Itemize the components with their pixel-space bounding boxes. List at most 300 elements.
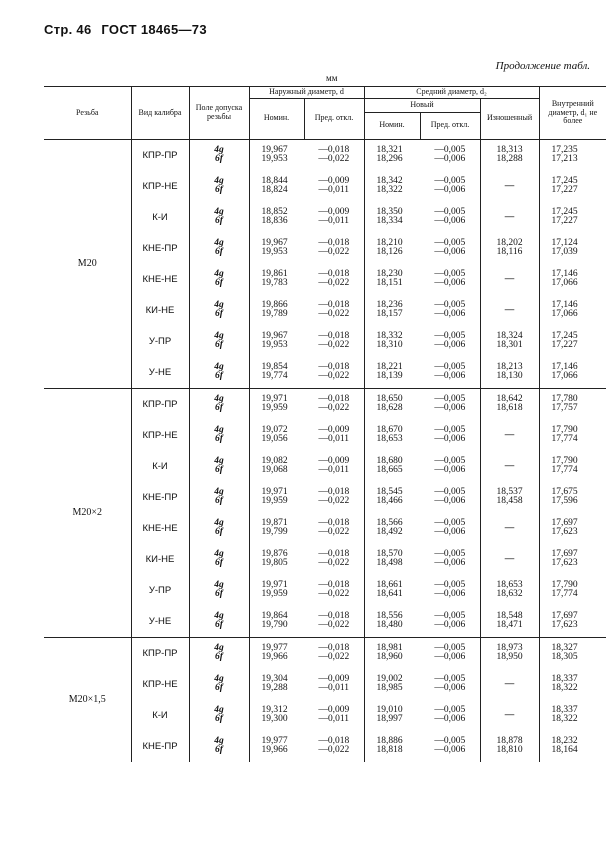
pitch-worn-value: — bbox=[504, 522, 515, 533]
outer-nominal bbox=[249, 606, 304, 638]
pitch-nominal-value: 18,960 bbox=[376, 652, 403, 663]
inner-diameter-value: 17,235 bbox=[551, 145, 578, 156]
tolerance-field bbox=[189, 544, 249, 575]
tolerance-field-value: 4g bbox=[214, 238, 224, 249]
pitch-nominal-value: 18,566 bbox=[376, 518, 403, 529]
pitch-nominal-value: 18,818 bbox=[376, 745, 403, 756]
tolerance-field-value: 6f bbox=[215, 683, 223, 694]
inner-diameter-value: 18,164 bbox=[551, 745, 578, 756]
outer-deviation-value: —0,009 bbox=[318, 425, 350, 436]
col-outer-nominal: Номин. bbox=[249, 98, 304, 139]
outer-nominal bbox=[249, 637, 304, 669]
outer-nominal-value: 19,783 bbox=[261, 278, 288, 289]
pitch-deviation bbox=[420, 513, 480, 544]
pitch-deviation-value: —0,005 bbox=[434, 425, 466, 436]
page-number: Стр. 46 bbox=[44, 22, 92, 37]
outer-deviation-value: —0,018 bbox=[318, 549, 350, 560]
pitch-worn bbox=[480, 388, 539, 420]
outer-nominal bbox=[249, 202, 304, 233]
pitch-worn bbox=[480, 700, 539, 731]
pitch-nominal bbox=[364, 700, 420, 731]
thread-group bbox=[44, 139, 606, 388]
outer-deviation-value: —0,022 bbox=[318, 247, 350, 258]
inner-diameter-value: 17,774 bbox=[551, 589, 578, 600]
pitch-worn-value: 18,642 bbox=[496, 394, 523, 405]
pitch-deviation bbox=[420, 202, 480, 233]
gauge-type bbox=[131, 139, 189, 171]
inner-diameter-value: 18,337 bbox=[551, 674, 578, 685]
gauge-type-label: КНЕ-НЕ bbox=[142, 273, 178, 285]
gauge-type-label: КПР-ПР bbox=[142, 647, 178, 659]
page-header bbox=[44, 22, 213, 37]
col-pitch-diameter: Средний диаметр, d₂ bbox=[364, 87, 539, 99]
pitch-worn-value: 18,313 bbox=[496, 145, 523, 156]
pitch-deviation bbox=[420, 326, 480, 357]
pitch-deviation-value: —0,005 bbox=[434, 580, 466, 591]
outer-deviation-value: —0,009 bbox=[318, 176, 350, 187]
pitch-worn-value: 18,458 bbox=[496, 496, 523, 507]
pitch-worn bbox=[480, 637, 539, 669]
inner-diameter bbox=[539, 669, 606, 700]
inner-diameter-value: 17,213 bbox=[551, 154, 578, 165]
outer-nominal-value: 19,866 bbox=[261, 300, 288, 311]
gauge-type-label: К-И bbox=[152, 709, 168, 721]
outer-deviation bbox=[304, 544, 364, 575]
inner-diameter bbox=[539, 637, 606, 669]
gauge-type bbox=[131, 575, 189, 606]
inner-diameter-value: 17,623 bbox=[551, 620, 578, 631]
pitch-nominal-value: 18,492 bbox=[376, 527, 403, 538]
pitch-worn-value: 18,130 bbox=[496, 371, 523, 382]
thread-group bbox=[44, 637, 606, 762]
pitch-deviation bbox=[420, 420, 480, 451]
pitch-worn bbox=[480, 326, 539, 357]
pitch-deviation bbox=[420, 575, 480, 606]
inner-diameter-value: 17,757 bbox=[551, 403, 578, 414]
tolerance-field bbox=[189, 233, 249, 264]
inner-diameter-value: 17,780 bbox=[551, 394, 578, 405]
outer-nominal-value: 19,805 bbox=[261, 558, 288, 569]
pitch-worn bbox=[480, 233, 539, 264]
outer-nominal-value: 19,959 bbox=[261, 589, 288, 600]
pitch-nominal bbox=[364, 139, 420, 171]
outer-deviation-value: —0,022 bbox=[318, 620, 350, 631]
pitch-nominal bbox=[364, 420, 420, 451]
pitch-deviation-value: —0,006 bbox=[434, 652, 466, 663]
pitch-deviation-value: —0,005 bbox=[434, 518, 466, 529]
continuation-note: Продолжение табл. bbox=[495, 60, 590, 72]
outer-deviation-value: —0,022 bbox=[318, 496, 350, 507]
outer-nominal-value: 19,959 bbox=[261, 403, 288, 414]
outer-deviation bbox=[304, 420, 364, 451]
tolerance-field-value: 4g bbox=[214, 487, 224, 498]
outer-nominal bbox=[249, 388, 304, 420]
inner-diameter-value: 17,623 bbox=[551, 527, 578, 538]
gauge-type-label: У-НЕ bbox=[148, 615, 172, 627]
tolerance-field-value: 4g bbox=[214, 362, 224, 373]
gauge-type bbox=[131, 388, 189, 420]
outer-nominal bbox=[249, 451, 304, 482]
outer-nominal-value: 19,953 bbox=[261, 154, 288, 165]
tolerance-field-value: 4g bbox=[214, 300, 224, 311]
pitch-nominal-value: 18,230 bbox=[376, 269, 403, 280]
outer-nominal-value: 19,082 bbox=[261, 456, 288, 467]
pitch-worn-value: 18,810 bbox=[496, 745, 523, 756]
pitch-nominal-value: 18,480 bbox=[376, 620, 403, 631]
outer-nominal-value: 19,312 bbox=[261, 705, 288, 716]
outer-deviation-value: —0,022 bbox=[318, 589, 350, 600]
tolerance-field bbox=[189, 513, 249, 544]
tolerance-field-value: 6f bbox=[215, 714, 223, 725]
pitch-nominal-value: 18,310 bbox=[376, 340, 403, 351]
inner-diameter-value: 17,146 bbox=[551, 362, 578, 373]
pitch-worn-value: — bbox=[504, 273, 515, 284]
outer-deviation-value: —0,011 bbox=[318, 434, 350, 445]
pitch-deviation-value: —0,005 bbox=[434, 549, 466, 560]
table-row bbox=[44, 139, 606, 171]
pitch-deviation-value: —0,005 bbox=[434, 736, 466, 747]
pitch-deviation-value: —0,005 bbox=[434, 643, 466, 654]
inner-diameter-value: 17,623 bbox=[551, 558, 578, 569]
tolerance-field-value: 6f bbox=[215, 465, 223, 476]
tolerance-field-value: 6f bbox=[215, 309, 223, 320]
outer-deviation-value: —0,009 bbox=[318, 207, 350, 218]
outer-deviation bbox=[304, 731, 364, 762]
inner-diameter-value: 17,774 bbox=[551, 434, 578, 445]
pitch-worn bbox=[480, 295, 539, 326]
inner-diameter bbox=[539, 326, 606, 357]
pitch-deviation-value: —0,006 bbox=[434, 309, 466, 320]
inner-diameter-value: 17,227 bbox=[551, 185, 578, 196]
pitch-deviation-value: —0,005 bbox=[434, 145, 466, 156]
pitch-deviation bbox=[420, 669, 480, 700]
pitch-worn bbox=[480, 139, 539, 171]
outer-nominal bbox=[249, 233, 304, 264]
pitch-nominal bbox=[364, 264, 420, 295]
gauge-type-label: КПР-ПР bbox=[142, 398, 178, 410]
inner-diameter bbox=[539, 295, 606, 326]
outer-nominal-value: 19,953 bbox=[261, 340, 288, 351]
outer-deviation-value: —0,018 bbox=[318, 394, 350, 405]
outer-nominal-value: 19,876 bbox=[261, 549, 288, 560]
gauge-type-label: У-НЕ bbox=[148, 366, 172, 378]
pitch-deviation-value: —0,006 bbox=[434, 434, 466, 445]
pitch-deviation bbox=[420, 357, 480, 389]
pitch-worn-value: 18,324 bbox=[496, 331, 523, 342]
outer-nominal bbox=[249, 544, 304, 575]
table-row bbox=[44, 388, 606, 420]
inner-diameter-value: 18,322 bbox=[551, 714, 578, 725]
outer-nominal-value: 19,967 bbox=[261, 145, 288, 156]
outer-nominal-value: 19,861 bbox=[261, 269, 288, 280]
inner-diameter-value: 18,337 bbox=[551, 705, 578, 716]
gauge-type bbox=[131, 482, 189, 513]
pitch-deviation bbox=[420, 388, 480, 420]
inner-diameter-value: 17,697 bbox=[551, 518, 578, 529]
gauge-type bbox=[131, 669, 189, 700]
pitch-nominal-value: 18,981 bbox=[376, 643, 403, 654]
pitch-worn bbox=[480, 420, 539, 451]
outer-nominal-value: 19,967 bbox=[261, 331, 288, 342]
pitch-nominal-value: 18,342 bbox=[376, 176, 403, 187]
table-row bbox=[44, 637, 606, 669]
pitch-worn bbox=[480, 357, 539, 389]
col-thread: Резьба bbox=[44, 87, 131, 140]
outer-deviation bbox=[304, 606, 364, 638]
inner-diameter bbox=[539, 482, 606, 513]
thread-group bbox=[44, 388, 606, 637]
pitch-worn bbox=[480, 482, 539, 513]
outer-nominal bbox=[249, 420, 304, 451]
outer-deviation bbox=[304, 171, 364, 202]
pitch-nominal bbox=[364, 451, 420, 482]
pitch-deviation-value: —0,005 bbox=[434, 300, 466, 311]
col-pitch-new: Новый bbox=[364, 98, 480, 112]
inner-diameter bbox=[539, 357, 606, 389]
pitch-nominal-value: 18,466 bbox=[376, 496, 403, 507]
pitch-worn bbox=[480, 606, 539, 638]
pitch-deviation-value: —0,005 bbox=[434, 705, 466, 716]
pitch-nominal-value: 18,321 bbox=[376, 145, 403, 156]
pitch-deviation-value: —0,006 bbox=[434, 340, 466, 351]
pitch-nominal-value: 18,665 bbox=[376, 465, 403, 476]
gauge-type bbox=[131, 731, 189, 762]
tolerance-field bbox=[189, 388, 249, 420]
pitch-deviation-value: —0,005 bbox=[434, 331, 466, 342]
outer-nominal-value: 19,971 bbox=[261, 487, 288, 498]
tolerance-field-value: 6f bbox=[215, 434, 223, 445]
col-pitch-worn: Изношенный bbox=[480, 98, 539, 139]
pitch-worn-value: 18,213 bbox=[496, 362, 523, 373]
outer-deviation-value: —0,022 bbox=[318, 558, 350, 569]
pitch-nominal bbox=[364, 326, 420, 357]
gauge-type bbox=[131, 202, 189, 233]
pitch-worn-value: — bbox=[504, 678, 515, 689]
tolerance-field bbox=[189, 606, 249, 638]
tolerance-field-value: 4g bbox=[214, 518, 224, 529]
outer-deviation bbox=[304, 139, 364, 171]
inner-diameter bbox=[539, 513, 606, 544]
pitch-nominal-value: 18,126 bbox=[376, 247, 403, 258]
inner-diameter bbox=[539, 139, 606, 171]
tolerance-field-value: 6f bbox=[215, 216, 223, 227]
inner-diameter bbox=[539, 233, 606, 264]
tolerance-field-value: 4g bbox=[214, 674, 224, 685]
outer-deviation bbox=[304, 264, 364, 295]
outer-nominal-value: 19,953 bbox=[261, 247, 288, 258]
pitch-worn-value: — bbox=[504, 460, 515, 471]
outer-deviation bbox=[304, 202, 364, 233]
outer-deviation bbox=[304, 575, 364, 606]
outer-deviation-value: —0,022 bbox=[318, 527, 350, 538]
pitch-worn-value: — bbox=[504, 429, 515, 440]
col-tolerance: Поле допуска резьбы bbox=[189, 87, 249, 140]
outer-nominal-value: 19,971 bbox=[261, 394, 288, 405]
outer-deviation-value: —0,009 bbox=[318, 705, 350, 716]
inner-diameter-value: 17,245 bbox=[551, 176, 578, 187]
pitch-nominal-value: 18,151 bbox=[376, 278, 403, 289]
gauge-type bbox=[131, 357, 189, 389]
outer-deviation bbox=[304, 637, 364, 669]
pitch-nominal bbox=[364, 202, 420, 233]
pitch-deviation-value: —0,006 bbox=[434, 247, 466, 258]
inner-diameter-value: 18,322 bbox=[551, 683, 578, 694]
outer-deviation-value: —0,011 bbox=[318, 216, 350, 227]
outer-deviation-value: —0,009 bbox=[318, 456, 350, 467]
gauge-type-label: КНЕ-ПР bbox=[142, 740, 178, 752]
outer-deviation-value: —0,022 bbox=[318, 745, 350, 756]
inner-diameter-value: 17,227 bbox=[551, 340, 578, 351]
pitch-deviation-value: —0,005 bbox=[434, 176, 466, 187]
outer-nominal bbox=[249, 669, 304, 700]
pitch-worn-value: 18,973 bbox=[496, 643, 523, 654]
outer-nominal-value: 19,774 bbox=[261, 371, 288, 382]
tolerance-field-value: 4g bbox=[214, 549, 224, 560]
gauge-type-label: КИ-НЕ bbox=[145, 553, 175, 565]
outer-nominal-value: 19,966 bbox=[261, 652, 288, 663]
outer-deviation-value: —0,018 bbox=[318, 269, 350, 280]
pitch-worn bbox=[480, 731, 539, 762]
outer-nominal-value: 19,789 bbox=[261, 309, 288, 320]
inner-diameter bbox=[539, 731, 606, 762]
col-outer-deviation: Пред. откл. bbox=[304, 98, 364, 139]
pitch-nominal bbox=[364, 388, 420, 420]
gauge-type-label: КНЕ-ПР bbox=[142, 491, 178, 503]
inner-diameter-value: 17,227 bbox=[551, 216, 578, 227]
tolerance-field-value: 4g bbox=[214, 611, 224, 622]
tolerance-field-value: 4g bbox=[214, 394, 224, 405]
pitch-nominal-value: 18,545 bbox=[376, 487, 403, 498]
pitch-nominal-value: 18,210 bbox=[376, 238, 403, 249]
gauge-type bbox=[131, 513, 189, 544]
col-pitch-nominal: Номин. bbox=[364, 112, 420, 139]
pitch-worn-value: — bbox=[504, 304, 515, 315]
tolerance-field bbox=[189, 420, 249, 451]
tolerance-field-value: 6f bbox=[215, 527, 223, 538]
pitch-nominal-value: 19,010 bbox=[376, 705, 403, 716]
inner-diameter bbox=[539, 388, 606, 420]
pitch-worn-value: 18,471 bbox=[496, 620, 523, 631]
gauge-type bbox=[131, 606, 189, 638]
pitch-deviation-value: —0,006 bbox=[434, 278, 466, 289]
outer-nominal-value: 19,971 bbox=[261, 580, 288, 591]
pitch-deviation-value: —0,005 bbox=[434, 362, 466, 373]
pitch-deviation-value: —0,006 bbox=[434, 620, 466, 631]
col-inner-diameter: Внутренний диаметр, d₁ не более bbox=[539, 87, 606, 140]
outer-deviation-value: —0,022 bbox=[318, 278, 350, 289]
pitch-deviation-value: —0,006 bbox=[434, 558, 466, 569]
tolerance-field-value: 4g bbox=[214, 269, 224, 280]
outer-nominal bbox=[249, 513, 304, 544]
pitch-deviation-value: —0,006 bbox=[434, 714, 466, 725]
outer-deviation bbox=[304, 700, 364, 731]
pitch-worn bbox=[480, 575, 539, 606]
outer-nominal bbox=[249, 357, 304, 389]
pitch-deviation bbox=[420, 482, 480, 513]
tolerance-field-value: 4g bbox=[214, 176, 224, 187]
col-outer-diameter: Наружный диаметр, d bbox=[249, 87, 364, 99]
col-gauge: Вид калибра bbox=[131, 87, 189, 140]
outer-nominal-value: 19,864 bbox=[261, 611, 288, 622]
pitch-deviation-value: —0,006 bbox=[434, 745, 466, 756]
pitch-deviation-value: —0,006 bbox=[434, 527, 466, 538]
pitch-worn-value: 18,537 bbox=[496, 487, 523, 498]
outer-deviation-value: —0,009 bbox=[318, 674, 350, 685]
pitch-worn-value: 18,632 bbox=[496, 589, 523, 600]
pitch-nominal-value: 18,650 bbox=[376, 394, 403, 405]
pitch-deviation-value: —0,006 bbox=[434, 589, 466, 600]
tolerance-field-value: 6f bbox=[215, 185, 223, 196]
outer-deviation-value: —0,018 bbox=[318, 300, 350, 311]
outer-nominal bbox=[249, 171, 304, 202]
outer-deviation bbox=[304, 233, 364, 264]
outer-deviation bbox=[304, 295, 364, 326]
inner-diameter bbox=[539, 171, 606, 202]
tolerance-field bbox=[189, 731, 249, 762]
outer-nominal-value: 19,790 bbox=[261, 620, 288, 631]
pitch-worn-value: 18,288 bbox=[496, 154, 523, 165]
pitch-nominal-value: 18,350 bbox=[376, 207, 403, 218]
inner-diameter-value: 17,066 bbox=[551, 371, 578, 382]
pitch-deviation bbox=[420, 700, 480, 731]
pitch-deviation-value: —0,006 bbox=[434, 403, 466, 414]
gauge-type-label: КПР-НЕ bbox=[142, 678, 178, 690]
tolerance-field-value: 6f bbox=[215, 652, 223, 663]
gauge-type bbox=[131, 326, 189, 357]
gauge-type-label: КНЕ-НЕ bbox=[142, 522, 178, 534]
pitch-nominal-value: 18,296 bbox=[376, 154, 403, 165]
inner-diameter bbox=[539, 575, 606, 606]
standard-code: ГОСТ 18465—73 bbox=[101, 22, 207, 37]
gauge-type-label: К-И bbox=[152, 460, 168, 472]
tolerance-field-value: 6f bbox=[215, 558, 223, 569]
inner-diameter-value: 17,596 bbox=[551, 496, 578, 507]
outer-deviation bbox=[304, 357, 364, 389]
unit-label: мм bbox=[326, 73, 338, 83]
pitch-deviation bbox=[420, 637, 480, 669]
pitch-deviation-value: —0,005 bbox=[434, 674, 466, 685]
tolerance-field-value: 6f bbox=[215, 589, 223, 600]
outer-nominal bbox=[249, 700, 304, 731]
pitch-nominal bbox=[364, 731, 420, 762]
inner-diameter-value: 17,675 bbox=[551, 487, 578, 498]
pitch-worn bbox=[480, 171, 539, 202]
pitch-nominal-value: 18,985 bbox=[376, 683, 403, 694]
outer-deviation bbox=[304, 326, 364, 357]
outer-nominal-value: 19,056 bbox=[261, 434, 288, 445]
tolerance-field bbox=[189, 669, 249, 700]
inner-diameter-value: 17,146 bbox=[551, 269, 578, 280]
outer-deviation-value: —0,022 bbox=[318, 309, 350, 320]
thread-designation: М20×1,5 bbox=[44, 637, 131, 762]
pitch-nominal bbox=[364, 513, 420, 544]
pitch-nominal bbox=[364, 171, 420, 202]
tolerance-field bbox=[189, 202, 249, 233]
outer-nominal-value: 19,854 bbox=[261, 362, 288, 373]
pitch-worn bbox=[480, 202, 539, 233]
outer-deviation-value: —0,011 bbox=[318, 465, 350, 476]
pitch-deviation bbox=[420, 171, 480, 202]
gauge-type bbox=[131, 264, 189, 295]
tolerance-field bbox=[189, 264, 249, 295]
pitch-worn bbox=[480, 451, 539, 482]
pitch-deviation-value: —0,005 bbox=[434, 207, 466, 218]
thread-designation: М20×2 bbox=[44, 388, 131, 637]
pitch-deviation bbox=[420, 451, 480, 482]
tolerance-field-value: 4g bbox=[214, 643, 224, 654]
outer-deviation-value: —0,011 bbox=[318, 683, 350, 694]
pitch-deviation-value: —0,005 bbox=[434, 487, 466, 498]
